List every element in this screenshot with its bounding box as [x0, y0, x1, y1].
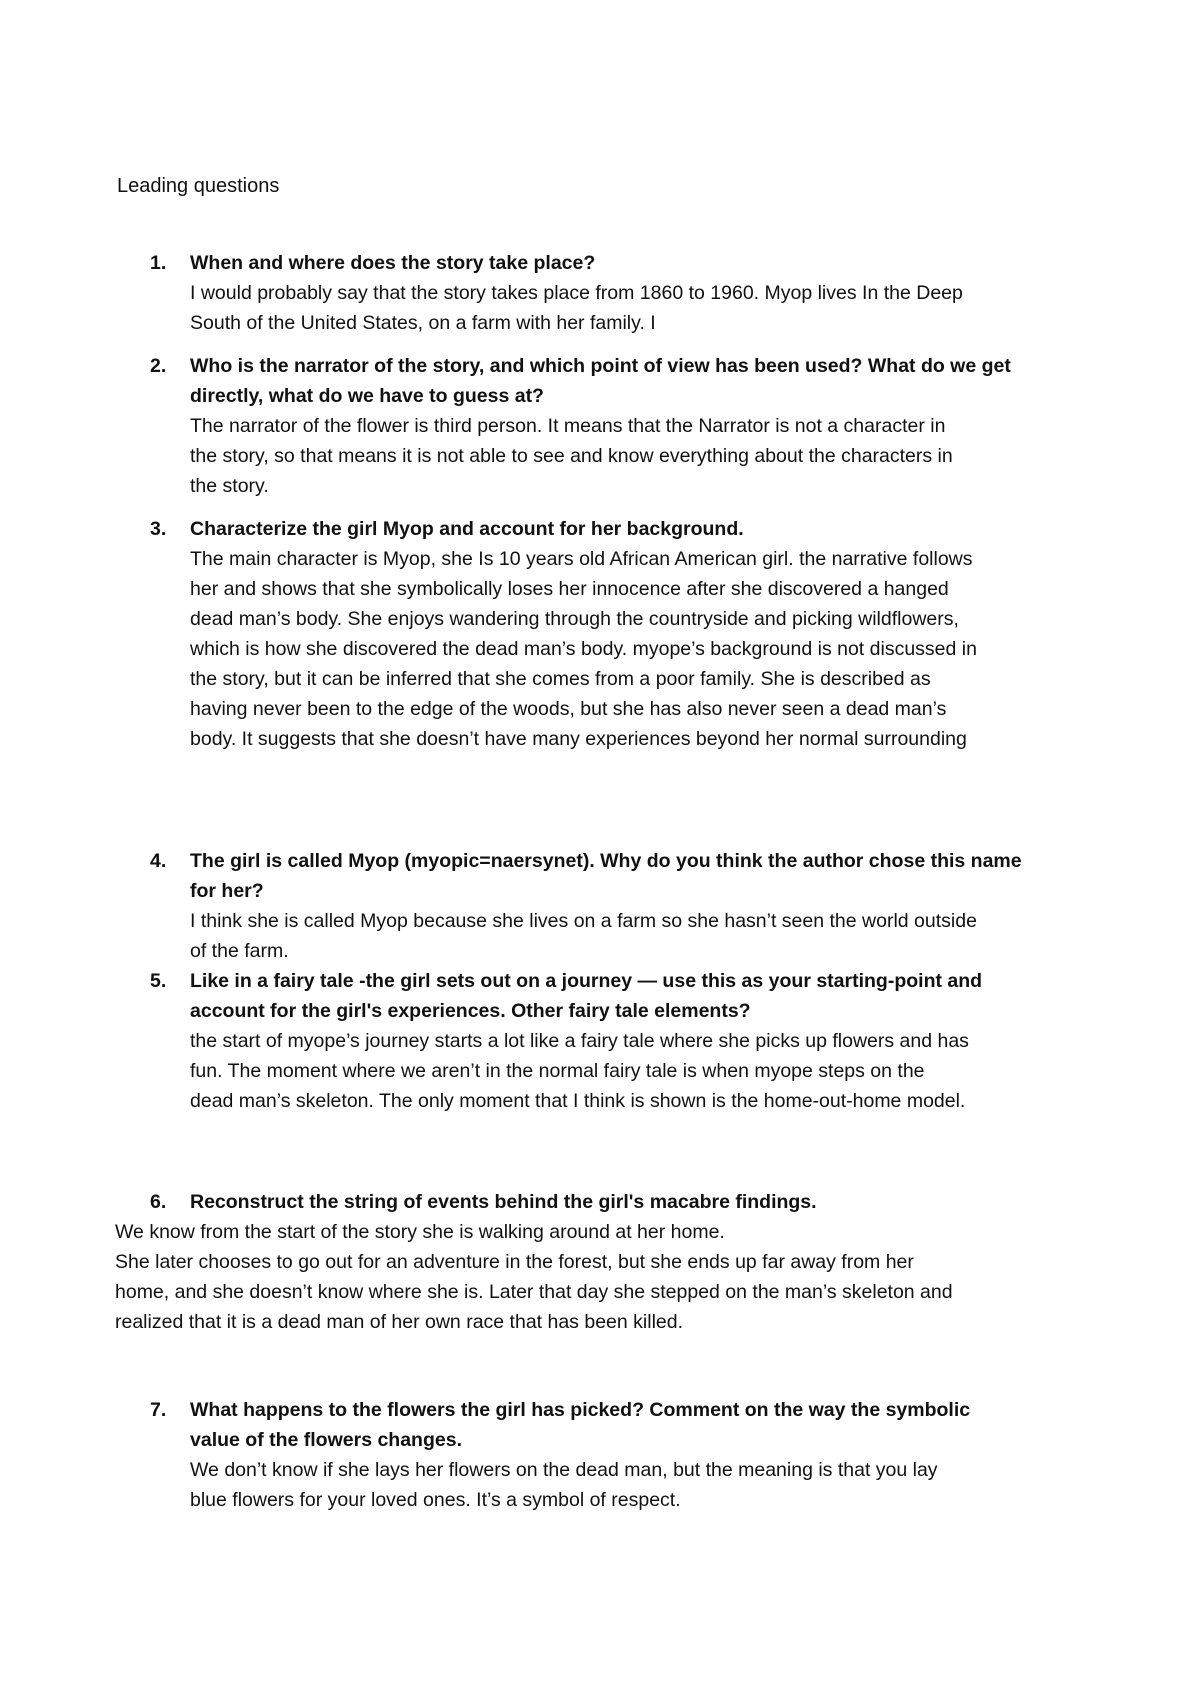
question-line: for her?: [190, 880, 264, 902]
answer-text: [115, 1217, 1115, 1337]
answer-text: [190, 278, 1120, 338]
answer-line: fun. The moment where we aren’t in the normal fairy tale is when myope steps on the: [190, 1060, 925, 1082]
answer-line: blue flowers for your loved ones. It’s a symbol of respect.: [190, 1489, 681, 1511]
question-line: Reconstruct the string of events behind the girl's macabre findings.: [190, 1191, 817, 1213]
question-line: What happens to the flowers the girl has picked? Comment on the way the symbolic: [190, 1399, 971, 1421]
answer-line: The narrator of the flower is third person. It means that the Narrator is not a character in: [190, 415, 946, 437]
question-number: 2.: [150, 355, 167, 377]
question-number: 6.: [150, 1191, 167, 1213]
answer-line: dead man’s skeleton. The only moment that I think is shown is the home-out-home model.: [190, 1090, 966, 1112]
answer-line: South of the United States, on a farm with her family. I: [190, 312, 656, 334]
question-text: [190, 966, 1120, 1026]
question-line: account for the girl's experiences. Other fairy tale elements?: [190, 1000, 751, 1022]
question-text: [190, 1187, 1120, 1217]
answer-text: [190, 411, 1120, 501]
question-line: Characterize the girl Myop and account for her background.: [190, 518, 744, 540]
answer-line: the story, so that means it is not able to see and know everything about the characters in: [190, 445, 953, 467]
question-line: When and where does the story take place?: [190, 252, 596, 274]
answer-text: [190, 544, 1120, 754]
question-text: [190, 514, 1120, 544]
question-number: 7.: [150, 1399, 167, 1421]
answer-text: [190, 1455, 1120, 1515]
page-title: Leading questions: [117, 175, 280, 197]
question-number: 5.: [150, 970, 167, 992]
answer-line: I think she is called Myop because she lives on a farm so she hasn’t seen the world outside: [190, 910, 977, 932]
answer-line: home, and she doesn’t know where she is. Later that day she stepped on the man’s skeleton and: [115, 1281, 953, 1303]
answer-line: which is how she discovered the dead man’s body. myope’s background is not discussed in: [190, 638, 977, 660]
question-text: [190, 351, 1120, 411]
question-number: 1.: [150, 252, 167, 274]
answer-text: [190, 1026, 1120, 1116]
question-line: The girl is called Myop (myopic=naersynet). Why do you think the author chose this name: [190, 850, 1022, 872]
answer-line: her and shows that she symbolically loses her innocence after she discovered a hanged: [190, 578, 949, 600]
question-line: value of the flowers changes.: [190, 1429, 462, 1451]
question-line: directly, what do we have to guess at?: [190, 385, 544, 407]
answer-line: the start of myope’s journey starts a lot like a fairy tale where she picks up flowers and has: [190, 1030, 969, 1052]
answer-line: dead man’s body. She enjoys wandering through the countryside and picking wildflowers,: [190, 608, 959, 630]
answer-line: She later chooses to go out for an adventure in the forest, but she ends up far away from her: [115, 1251, 914, 1273]
question-text: [190, 248, 1120, 278]
answer-line: We don’t know if she lays her flowers on the dead man, but the meaning is that you lay: [190, 1459, 938, 1481]
answer-line: of the farm.: [190, 940, 289, 962]
question-number: 4.: [150, 850, 167, 872]
answer-line: I would probably say that the story takes place from 1860 to 1960. Myop lives In the Deep: [190, 282, 963, 304]
answer-line: realized that it is a dead man of her own race that has been killed.: [115, 1311, 684, 1333]
answer-line: having never been to the edge of the woods, but she has also never seen a dead man’s: [190, 698, 947, 720]
answer-line: the story.: [190, 475, 269, 497]
answer-line: the story, but it can be inferred that she comes from a poor family. She is described as: [190, 668, 931, 690]
answer-line: body. It suggests that she doesn’t have many experiences beyond her normal surrounding: [190, 728, 967, 750]
answer-line: We know from the start of the story she is walking around at her home.: [115, 1221, 725, 1243]
question-line: Like in a fairy tale -the girl sets out on a journey — use this as your starting-point and: [190, 970, 983, 992]
question-text: [190, 846, 1120, 906]
question-text: [190, 1395, 1120, 1455]
answer-line: The main character is Myop, she Is 10 years old African American girl. the narrative follows: [190, 548, 973, 570]
answer-text: [190, 906, 1120, 966]
question-number: 3.: [150, 518, 167, 540]
question-line: Who is the narrator of the story, and which point of view has been used? What do we get: [190, 355, 1011, 377]
